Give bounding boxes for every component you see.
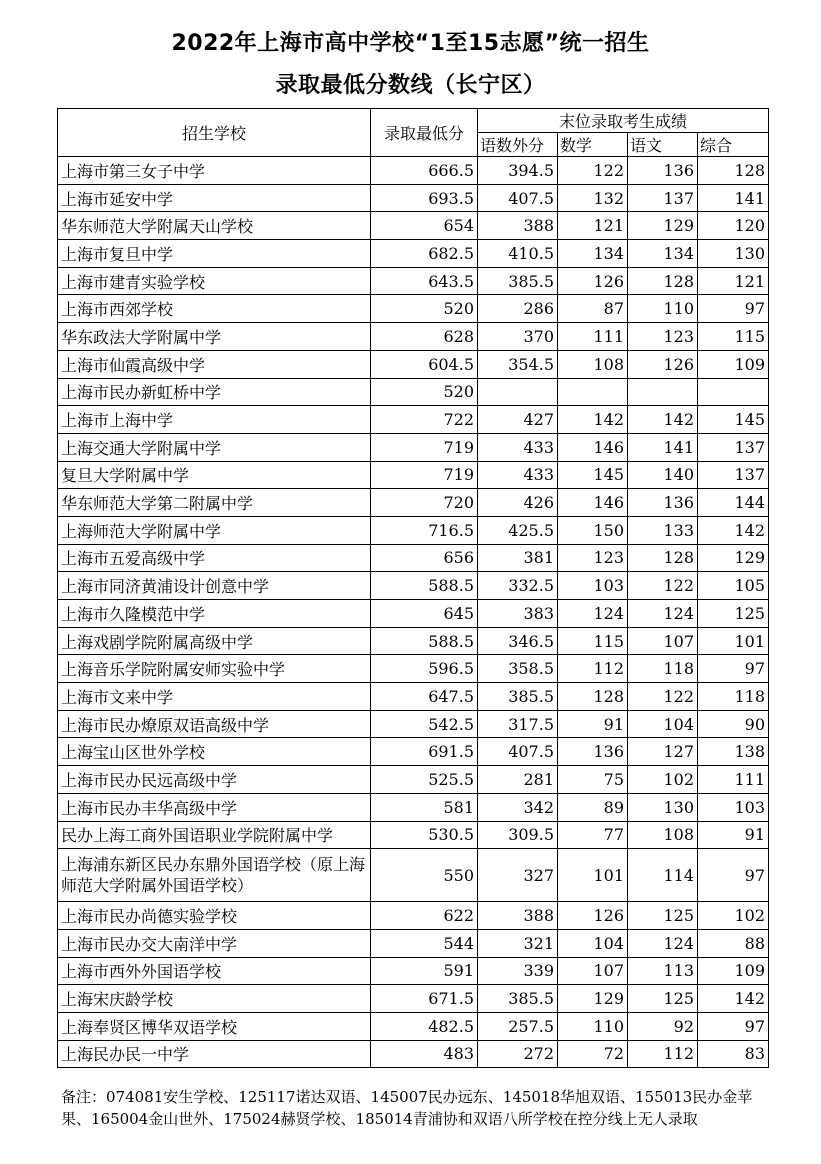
comprehensive-score-cell [698, 378, 769, 406]
table-row [58, 461, 769, 489]
math-score-cell: 121 [558, 212, 628, 240]
school-cell: 上海市民办民远高级中学 [58, 766, 371, 794]
ysw-score-cell: 257.5 [478, 1012, 558, 1040]
min-score-cell: 691.5 [371, 738, 478, 766]
ysw-score-cell: 427 [478, 406, 558, 434]
table-row [58, 489, 769, 517]
ysw-score-cell: 426 [478, 489, 558, 517]
table-row [58, 849, 769, 902]
math-score-cell: 145 [558, 461, 628, 489]
ysw-score-cell: 309.5 [478, 821, 558, 849]
ysw-score-cell [478, 378, 558, 406]
chinese-score-cell: 130 [628, 793, 698, 821]
table-row [58, 793, 769, 821]
school-cell: 上海师范大学附属中学 [58, 516, 371, 544]
comprehensive-score-cell: 101 [698, 627, 769, 655]
footnote: 备注：074081安生学校、125117诺达双语、145007民办远东、145018华旭双语、155013民办金苹果、165004金山世外、175024赫贤学校、185014青浦协和双语八所学校在控分线上无人录取 [61, 1088, 753, 1128]
min-score-cell: 643.5 [371, 267, 478, 295]
comprehensive-score-cell: 97 [698, 295, 769, 323]
ysw-score-cell: 339 [478, 957, 558, 985]
school-cell: 上海市同济黄浦设计创意中学 [58, 572, 371, 600]
school-cell: 上海市西外外国语学校 [58, 957, 371, 985]
chinese-score-cell: 142 [628, 406, 698, 434]
comprehensive-score-cell: 88 [698, 929, 769, 957]
min-score-cell: 716.5 [371, 516, 478, 544]
chinese-score-cell: 126 [628, 350, 698, 378]
comprehensive-score-cell: 125 [698, 600, 769, 628]
comprehensive-score-cell: 109 [698, 350, 769, 378]
header-last-admitted: 末位录取考生成绩 [478, 109, 769, 133]
table-row [58, 350, 769, 378]
table-row [58, 985, 769, 1013]
min-score-cell: 647.5 [371, 683, 478, 711]
header-ysw: 语数外分 [478, 133, 558, 157]
min-score-cell: 596.5 [371, 655, 478, 683]
school-cell: 上海市第三女子中学 [58, 157, 371, 185]
min-score-cell: 544 [371, 929, 478, 957]
table-row [58, 157, 769, 185]
math-score-cell: 72 [558, 1040, 628, 1068]
min-score-cell: 550 [371, 849, 478, 902]
school-cell: 上海市建青实验学校 [58, 267, 371, 295]
ysw-score-cell: 358.5 [478, 655, 558, 683]
school-cell: 上海音乐学院附属安师实验中学 [58, 655, 371, 683]
min-score-cell: 520 [371, 295, 478, 323]
math-score-cell: 112 [558, 655, 628, 683]
school-cell: 上海市民办燎原双语高级中学 [58, 710, 371, 738]
table-row [58, 821, 769, 849]
comprehensive-score-cell: 97 [698, 1012, 769, 1040]
table-row [58, 710, 769, 738]
table-row [58, 240, 769, 268]
comprehensive-score-cell: 142 [698, 516, 769, 544]
page-title-line1: 2022年上海市高中学校“1至15志愿”统一招生 [171, 31, 650, 56]
math-score-cell [558, 378, 628, 406]
table-row [58, 267, 769, 295]
comprehensive-score-cell: 102 [698, 902, 769, 930]
chinese-score-cell: 129 [628, 212, 698, 240]
ysw-score-cell: 321 [478, 929, 558, 957]
math-score-cell: 146 [558, 489, 628, 517]
comprehensive-score-cell: 130 [698, 240, 769, 268]
ysw-score-cell: 394.5 [478, 157, 558, 185]
math-score-cell: 107 [558, 957, 628, 985]
chinese-score-cell: 122 [628, 572, 698, 600]
school-cell: 上海市西郊学校 [58, 295, 371, 323]
table-body [58, 157, 769, 1068]
table-row [58, 544, 769, 572]
math-score-cell: 104 [558, 929, 628, 957]
math-score-cell: 150 [558, 516, 628, 544]
math-score-cell: 136 [558, 738, 628, 766]
comprehensive-score-cell: 137 [698, 461, 769, 489]
min-score-cell: 483 [371, 1040, 478, 1068]
min-score-cell: 591 [371, 957, 478, 985]
header-chinese: 语文 [628, 133, 698, 157]
ysw-score-cell: 385.5 [478, 683, 558, 711]
table-row [58, 1012, 769, 1040]
school-cell: 上海市上海中学 [58, 406, 371, 434]
chinese-score-cell: 113 [628, 957, 698, 985]
math-score-cell: 87 [558, 295, 628, 323]
school-cell: 华东师范大学第二附属中学 [58, 489, 371, 517]
math-score-cell: 122 [558, 157, 628, 185]
min-score-cell: 719 [371, 461, 478, 489]
school-cell: 华东师范大学附属天山学校 [58, 212, 371, 240]
chinese-score-cell: 107 [628, 627, 698, 655]
comprehensive-score-cell: 90 [698, 710, 769, 738]
chinese-score-cell: 128 [628, 544, 698, 572]
table-row [58, 323, 769, 351]
math-score-cell: 108 [558, 350, 628, 378]
math-score-cell: 126 [558, 267, 628, 295]
ysw-score-cell: 354.5 [478, 350, 558, 378]
table-row [58, 406, 769, 434]
min-score-cell: 520 [371, 378, 478, 406]
table-row [58, 766, 769, 794]
school-cell: 上海市五爱高级中学 [58, 544, 371, 572]
ysw-score-cell: 346.5 [478, 627, 558, 655]
ysw-score-cell: 407.5 [478, 738, 558, 766]
chinese-score-cell: 137 [628, 184, 698, 212]
ysw-score-cell: 383 [478, 600, 558, 628]
ysw-score-cell: 317.5 [478, 710, 558, 738]
school-cell: 上海戏剧学院附属高级中学 [58, 627, 371, 655]
table-row [58, 738, 769, 766]
math-score-cell: 89 [558, 793, 628, 821]
min-score-cell: 645 [371, 600, 478, 628]
ysw-score-cell: 381 [478, 544, 558, 572]
min-score-cell: 542.5 [371, 710, 478, 738]
math-score-cell: 123 [558, 544, 628, 572]
comprehensive-score-cell: 105 [698, 572, 769, 600]
math-score-cell: 129 [558, 985, 628, 1013]
ysw-score-cell: 407.5 [478, 184, 558, 212]
min-score-cell: 588.5 [371, 627, 478, 655]
header-school: 招生学校 [58, 109, 371, 157]
chinese-score-cell: 133 [628, 516, 698, 544]
min-score-cell: 622 [371, 902, 478, 930]
table-row [58, 295, 769, 323]
math-score-cell: 101 [558, 849, 628, 902]
school-cell: 上海市延安中学 [58, 184, 371, 212]
school-cell: 复旦大学附属中学 [58, 461, 371, 489]
min-score-cell: 656 [371, 544, 478, 572]
math-score-cell: 132 [558, 184, 628, 212]
chinese-score-cell: 112 [628, 1040, 698, 1068]
chinese-score-cell: 124 [628, 600, 698, 628]
school-cell: 上海宝山区世外学校 [58, 738, 371, 766]
table-row [58, 600, 769, 628]
comprehensive-score-cell: 97 [698, 849, 769, 902]
school-cell: 上海市久隆模范中学 [58, 600, 371, 628]
math-score-cell: 91 [558, 710, 628, 738]
ysw-score-cell: 281 [478, 766, 558, 794]
comprehensive-score-cell: 128 [698, 157, 769, 185]
table-row [58, 902, 769, 930]
chinese-score-cell: 127 [628, 738, 698, 766]
comprehensive-score-cell: 120 [698, 212, 769, 240]
ysw-score-cell: 332.5 [478, 572, 558, 600]
ysw-score-cell: 425.5 [478, 516, 558, 544]
table-row [58, 655, 769, 683]
school-cell: 上海市仙霞高级中学 [58, 350, 371, 378]
school-cell: 上海浦东新区民办东鼎外国语学校（原上海师范大学附属外国语学校） [58, 849, 371, 902]
math-score-cell: 77 [558, 821, 628, 849]
math-score-cell: 134 [558, 240, 628, 268]
chinese-score-cell: 108 [628, 821, 698, 849]
min-score-cell: 719 [371, 433, 478, 461]
chinese-score-cell: 141 [628, 433, 698, 461]
comprehensive-score-cell: 118 [698, 683, 769, 711]
chinese-score-cell: 125 [628, 902, 698, 930]
school-cell: 上海奉贤区博华双语学校 [58, 1012, 371, 1040]
chinese-score-cell: 104 [628, 710, 698, 738]
school-cell: 上海民办民一中学 [58, 1040, 371, 1068]
school-cell: 上海市民办新虹桥中学 [58, 378, 371, 406]
school-cell: 上海市复旦中学 [58, 240, 371, 268]
math-score-cell: 128 [558, 683, 628, 711]
min-score-cell: 628 [371, 323, 478, 351]
comprehensive-score-cell: 109 [698, 957, 769, 985]
chinese-score-cell: 92 [628, 1012, 698, 1040]
chinese-score-cell: 134 [628, 240, 698, 268]
chinese-score-cell: 110 [628, 295, 698, 323]
comprehensive-score-cell: 142 [698, 985, 769, 1013]
ysw-score-cell: 327 [478, 849, 558, 902]
school-cell: 上海市文来中学 [58, 683, 371, 711]
comprehensive-score-cell: 115 [698, 323, 769, 351]
comprehensive-score-cell: 97 [698, 655, 769, 683]
table-row [58, 627, 769, 655]
chinese-score-cell: 124 [628, 929, 698, 957]
comprehensive-score-cell: 91 [698, 821, 769, 849]
table-row [58, 212, 769, 240]
comprehensive-score-cell: 83 [698, 1040, 769, 1068]
math-score-cell: 124 [558, 600, 628, 628]
table-row [58, 683, 769, 711]
ysw-score-cell: 433 [478, 433, 558, 461]
header-math: 数学 [558, 133, 628, 157]
comprehensive-score-cell: 144 [698, 489, 769, 517]
chinese-score-cell [628, 378, 698, 406]
min-score-cell: 666.5 [371, 157, 478, 185]
chinese-score-cell: 123 [628, 323, 698, 351]
min-score-cell: 693.5 [371, 184, 478, 212]
chinese-score-cell: 125 [628, 985, 698, 1013]
school-cell: 上海宋庆龄学校 [58, 985, 371, 1013]
math-score-cell: 146 [558, 433, 628, 461]
table-row [58, 572, 769, 600]
min-score-cell: 530.5 [371, 821, 478, 849]
comprehensive-score-cell: 111 [698, 766, 769, 794]
table-row [58, 516, 769, 544]
chinese-score-cell: 140 [628, 461, 698, 489]
chinese-score-cell: 122 [628, 683, 698, 711]
chinese-score-cell: 128 [628, 267, 698, 295]
school-cell: 上海市民办丰华高级中学 [58, 793, 371, 821]
school-cell: 民办上海工商外国语职业学院附属中学 [58, 821, 371, 849]
min-score-cell: 671.5 [371, 985, 478, 1013]
min-score-cell: 720 [371, 489, 478, 517]
ysw-score-cell: 388 [478, 212, 558, 240]
comprehensive-score-cell: 137 [698, 433, 769, 461]
ysw-score-cell: 433 [478, 461, 558, 489]
min-score-cell: 722 [371, 406, 478, 434]
comprehensive-score-cell: 103 [698, 793, 769, 821]
table-row [58, 957, 769, 985]
chinese-score-cell: 136 [628, 489, 698, 517]
chinese-score-cell: 136 [628, 157, 698, 185]
min-score-cell: 482.5 [371, 1012, 478, 1040]
min-score-cell: 682.5 [371, 240, 478, 268]
score-table [57, 108, 769, 1068]
comprehensive-score-cell: 141 [698, 184, 769, 212]
math-score-cell: 103 [558, 572, 628, 600]
min-score-cell: 654 [371, 212, 478, 240]
min-score-cell: 525.5 [371, 766, 478, 794]
math-score-cell: 142 [558, 406, 628, 434]
math-score-cell: 115 [558, 627, 628, 655]
math-score-cell: 75 [558, 766, 628, 794]
table-row [58, 929, 769, 957]
comprehensive-score-cell: 138 [698, 738, 769, 766]
ysw-score-cell: 385.5 [478, 985, 558, 1013]
comprehensive-score-cell: 121 [698, 267, 769, 295]
school-cell: 华东政法大学附属中学 [58, 323, 371, 351]
math-score-cell: 111 [558, 323, 628, 351]
header-min-score: 录取最低分 [371, 109, 478, 157]
header-comprehensive: 综合 [698, 133, 769, 157]
ysw-score-cell: 286 [478, 295, 558, 323]
ysw-score-cell: 342 [478, 793, 558, 821]
math-score-cell: 110 [558, 1012, 628, 1040]
table-row [58, 184, 769, 212]
page-title-line2: 录取最低分数线（长宁区） [275, 73, 546, 98]
ysw-score-cell: 410.5 [478, 240, 558, 268]
comprehensive-score-cell: 145 [698, 406, 769, 434]
table-row [58, 433, 769, 461]
comprehensive-score-cell: 129 [698, 544, 769, 572]
ysw-score-cell: 385.5 [478, 267, 558, 295]
min-score-cell: 581 [371, 793, 478, 821]
min-score-cell: 588.5 [371, 572, 478, 600]
chinese-score-cell: 114 [628, 849, 698, 902]
school-cell: 上海交通大学附属中学 [58, 433, 371, 461]
ysw-score-cell: 272 [478, 1040, 558, 1068]
ysw-score-cell: 370 [478, 323, 558, 351]
chinese-score-cell: 102 [628, 766, 698, 794]
ysw-score-cell: 388 [478, 902, 558, 930]
min-score-cell: 604.5 [371, 350, 478, 378]
math-score-cell: 126 [558, 902, 628, 930]
chinese-score-cell: 118 [628, 655, 698, 683]
table-row [58, 1040, 769, 1068]
school-cell: 上海市民办尚德实验学校 [58, 902, 371, 930]
table-row [58, 378, 769, 406]
school-cell: 上海市民办交大南洋中学 [58, 929, 371, 957]
